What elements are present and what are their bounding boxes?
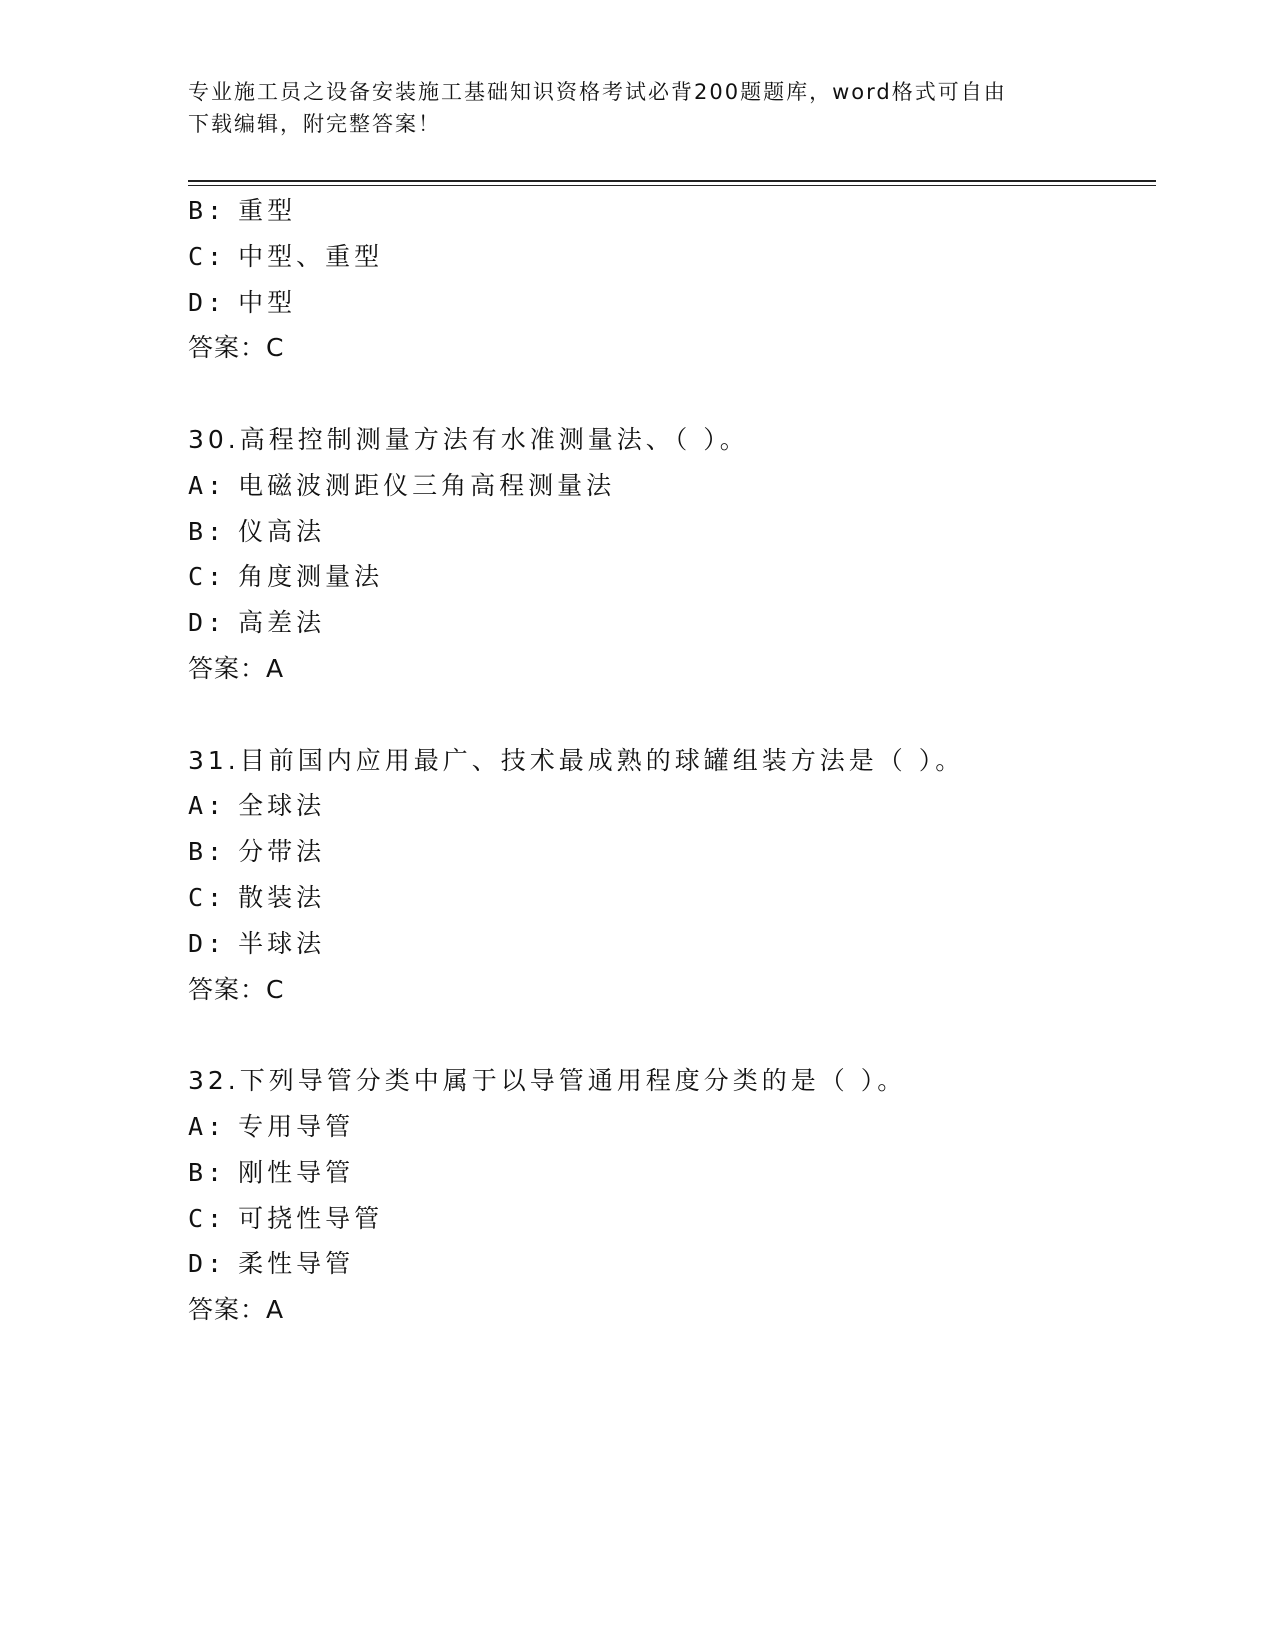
header-divider-thin	[188, 185, 1156, 186]
option-a: A: 专用导管	[188, 1111, 355, 1141]
option-b: B: 刚性导管	[188, 1157, 355, 1187]
question-block-31	[188, 738, 1148, 1013]
spacer	[188, 371, 1148, 417]
question-stem: 31.目前国内应用最广、技术最成熟的球罐组装方法是（ ）。	[188, 745, 965, 775]
option-d: D: 半球法	[188, 928, 326, 958]
question-stem: 32.下列导管分类中属于以导管通用程度分类的是（ ）。	[188, 1066, 907, 1096]
header-line-1: 专业施工员之设备安装施工基础知识资格考试必背200题题库，word格式可自由	[188, 80, 1007, 104]
document-header	[188, 76, 1088, 140]
spacer	[188, 1012, 1148, 1058]
question-list	[188, 188, 1148, 1333]
option-d: D: 柔性导管	[188, 1249, 355, 1279]
question-block-30	[188, 417, 1148, 692]
option-c: C: 散装法	[188, 882, 326, 912]
option-d: D: 中型	[188, 287, 297, 317]
answer-line: 答案：C	[188, 333, 285, 363]
option-a: A: 电磁波测距仪三角高程测量法	[188, 470, 616, 500]
option-c: C: 中型、重型	[188, 241, 384, 271]
option-b: B: 分带法	[188, 837, 326, 867]
answer-line: 答案：C	[188, 974, 285, 1004]
option-b: B: 重型	[188, 196, 297, 225]
question-block-29	[188, 188, 1148, 371]
option-b: B: 仪高法	[188, 516, 326, 546]
header-divider-thick	[188, 180, 1156, 182]
answer-line: 答案：A	[188, 653, 285, 683]
header-line-2: 下载编辑，附完整答案！	[188, 112, 441, 136]
option-c: C: 可挠性导管	[188, 1203, 384, 1233]
question-stem: 30.高程控制测量方法有水准测量法、（ ）。	[188, 424, 749, 454]
option-d: D: 高差法	[188, 608, 326, 638]
option-c: C: 角度测量法	[188, 562, 384, 592]
answer-line: 答案：A	[188, 1295, 285, 1325]
option-a: A: 全球法	[188, 791, 326, 821]
question-block-32	[188, 1058, 1148, 1333]
spacer	[188, 692, 1148, 738]
